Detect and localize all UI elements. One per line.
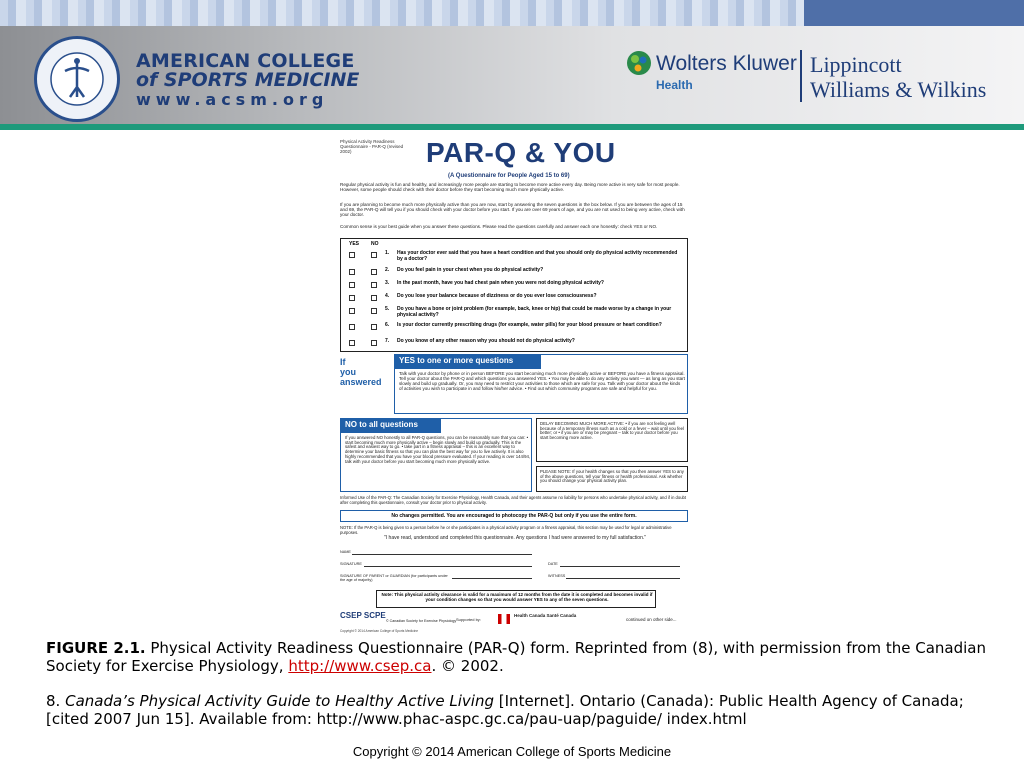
question-row <box>341 251 687 263</box>
no-checkbox[interactable] <box>371 308 377 314</box>
parent-line[interactable] <box>452 578 532 579</box>
question-number: 7. <box>385 338 390 344</box>
no-checkbox[interactable] <box>371 295 377 301</box>
slide-copyright: Copyright © 2014 American College of Sports Medicine <box>352 744 672 759</box>
csep-logo: CSEP SCPE <box>340 611 386 620</box>
acsm-seal-icon <box>37 39 117 119</box>
question-text: Is your doctor currently prescribing drugs (for example, water pills) for your blood pressure or heart condition? <box>397 322 662 328</box>
parq-intro-3: Common sense is your best guide when you answer these questions. Please read the questions carefully and answer each one honestly: check YES or NO. <box>340 224 658 229</box>
no-checkbox[interactable] <box>371 324 377 330</box>
if-word: If <box>340 357 346 367</box>
acsm-name-line2: of SPORTS MEDICINE <box>136 69 360 91</box>
question-number: 3. <box>385 280 390 286</box>
no-changes-box: No changes permitted. You are encouraged to photocopy the PAR-Q but only if you use the entire form. <box>340 510 688 522</box>
yes-checkbox[interactable] <box>349 269 355 275</box>
lww-line2: Williams & Wilkins <box>810 77 987 102</box>
yes-checkbox[interactable] <box>349 252 355 258</box>
parq-form-image <box>338 136 692 636</box>
caption-text: Physical Activity Readiness Questionnaire (PAR-Q) form. Reprinted from (8), with permission from the Canadian Society for Exercise Physiology, <box>46 639 987 675</box>
witness-line[interactable] <box>566 578 680 579</box>
question-row <box>341 268 687 280</box>
delay-text: DELAY BECOMING MUCH MORE ACTIVE: • if you are not feeling well because of a temporary illness such as a cold or a fever – wait until you feel better; or • if you are or may be pregnant – talk to your doctor before you start becoming more active. <box>540 421 685 441</box>
signature-line[interactable] <box>364 566 532 567</box>
top-strip-accent <box>804 0 1024 26</box>
question-text: Do you know of any other reason why you should not do physical activity? <box>397 338 575 344</box>
question-text: Has your doctor ever said that you have a heart condition and that you should only do physical activity recommended by a doctor? <box>397 250 678 262</box>
wolters-kluwer-name: Wolters Kluwer <box>656 52 797 75</box>
you-word: you <box>340 366 357 377</box>
question-row <box>341 294 687 306</box>
clearance-note-box <box>376 590 656 608</box>
signature-label: SIGNATURE <box>340 562 362 566</box>
question-number: 6. <box>385 322 390 328</box>
name-line[interactable] <box>352 554 532 555</box>
reference-rest: [Internet]. Ontario (Canada): Public Health Agency of Canada; [cited 2007 Jun 15]. Available from: http://www.phac-aspc.gc.ca/pau-uap/paguide/ index.html <box>46 692 964 728</box>
witness-label: WITNESS <box>548 574 566 578</box>
question-number: 4. <box>385 293 390 299</box>
no-answers-box <box>340 418 532 492</box>
question-text: Do you have a bone or joint problem (for example, back, knee or hip) that could be made worse by a change in your physical activity? <box>397 306 672 318</box>
no-answers-heading: NO to all questions <box>341 419 441 433</box>
yes-checkbox[interactable] <box>349 282 355 288</box>
parq-copyright: Copyright © 2014 American College of Sports Medicine <box>340 629 419 633</box>
yes-answers-heading: YES to one or more questions <box>395 355 541 369</box>
if-you-answered-label <box>340 358 390 388</box>
wolters-kluwer-health: Health <box>656 78 693 92</box>
csep-link[interactable]: http://www.csep.ca <box>288 657 432 675</box>
informed-use-text: Informed Use of the PAR-Q: The Canadian Society for Exercise Physiology, Health Canada, and their agents assume no liability for persons who undertake physical activity, and if in doubt after completing this questionnaire, consult your doctor prior to physical activity. <box>340 495 687 505</box>
please-note-box <box>536 466 688 492</box>
figure-caption <box>46 639 1006 675</box>
date-label: DATE <box>548 562 558 566</box>
question-row <box>341 281 687 293</box>
yes-checkbox[interactable] <box>349 340 355 346</box>
question-number: 5. <box>385 306 390 312</box>
no-column-header: NO <box>371 241 379 247</box>
wolters-kluwer-globe-icon <box>626 50 652 76</box>
continued-label: continued on other side... <box>626 617 677 622</box>
yes-answers-text: Talk with your doctor by phone or in person BEFORE you start becoming much more physically active or BEFORE you have a fitness appraisal. Tell your doctor about the PAR-Q and which questions you answered YES. • You may be able to do any activity you want — as long as you start slowly and build up gradually. Or, you may need to restrict your activities to those which are safe for you. Talk with your doctor about the kinds of activities you wish to participate in and follow his/her advice. • Find out which community programs are safe and helpful for you. <box>399 371 685 391</box>
canada-flag-icon <box>498 614 510 624</box>
reference-citation <box>46 692 1006 728</box>
yes-column-header: YES <box>349 241 360 247</box>
question-row <box>341 323 687 335</box>
parq-question-box <box>340 238 688 352</box>
question-text: Do you lose your balance because of dizziness or do you ever lose consciousness? <box>397 293 597 299</box>
no-checkbox[interactable] <box>371 269 377 275</box>
acsm-name-line1: AMERICAN COLLEGE <box>136 50 355 72</box>
parent-label: SIGNATURE OF PARENT or GUARDIAN (for participants under the age of majority) <box>340 574 448 583</box>
question-number: 1. <box>385 250 390 256</box>
question-row <box>341 307 687 319</box>
parq-intro-1: Regular physical activity is fun and healthy, and increasingly more people are starting to become more active every day. Being more active is very safe for most people. However, some people should check with their doctor before they start becoming much more physically active. <box>340 182 680 193</box>
health-canada-name: Health Canada Santé Canada <box>514 613 577 618</box>
lww-line1: Lippincott <box>810 52 902 77</box>
parq-intro-2: If you are planning to become much more physically active than you are now, start by answering the seven questions in the box below. If you are between the ages of 15 and 69, the PAR-Q will tell you if you should check with your doctor before you start. If you are over 69 years of age, and you are not used to being very active, check with your doctor. <box>340 202 685 218</box>
answered-word: answered <box>340 376 382 387</box>
date-line[interactable] <box>560 566 680 567</box>
no-answers-text: If you answered NO honestly to all PAR-Q questions, you can be reasonably sure that you can: • start becoming much more physically active – begin slowly and build up gradually. This is the safest and easiest way to go. • take part in a fitness appraisal – this is an excellent way to determine your basic fitness so that you can plan the best way for you to live actively. It is also highly recommended that you have your blood pressure evaluated. If your reading is over 144/94, talk with your doctor before you start becoming much more physically active. <box>345 435 531 464</box>
yes-checkbox[interactable] <box>349 308 355 314</box>
publisher-divider <box>800 50 802 102</box>
figure-label: FIGURE 2.1. <box>46 639 146 657</box>
question-number: 2. <box>385 267 390 273</box>
no-checkbox[interactable] <box>371 340 377 346</box>
acsm-url: www.acsm.org <box>136 90 329 109</box>
question-text: Do you feel pain in your chest when you do physical activity? <box>397 267 544 273</box>
caption-after: . © 2002. <box>431 657 504 675</box>
csep-credit: © Canadian Society for Exercise Physiology <box>386 619 457 623</box>
parq-title: PAR-Q & YOU <box>426 137 616 168</box>
no-checkbox[interactable] <box>371 282 377 288</box>
legal-note-text: NOTE: If the PAR-Q is being given to a person before he or she participates in a physical activity program or a fitness appraisal, this section may be used for legal or administrative purposes. <box>340 525 672 535</box>
declaration-quote: "I have read, understood and completed this questionnaire. Any questions I had were answered to my full satisfaction." <box>384 535 647 541</box>
no-checkbox[interactable] <box>371 252 377 258</box>
supported-by-label: Supported by: <box>456 617 481 622</box>
reference-title: Canada’s Physical Activity Guide to Healthy Active Living <box>65 692 495 710</box>
header-green-rule <box>0 124 1024 130</box>
yes-answers-box <box>394 354 688 414</box>
parq-corner-label: Physical Activity Readiness Questionnaire - PAR-Q (revised 2002) <box>340 139 404 154</box>
clearance-note-text: Note: This physical activity clearance is valid for a maximum of 12 months from the date it is completed and becomes invalid if your condition changes so that you would answer YES to any of the seven questions. <box>381 592 653 602</box>
name-label: NAME <box>340 550 351 554</box>
question-text: In the past month, have you had chest pain when you were not doing physical activity? <box>397 280 604 286</box>
question-row <box>341 339 687 351</box>
parq-subtitle: (A Questionnaire for People Aged 15 to 69) <box>448 173 570 179</box>
yes-checkbox[interactable] <box>349 324 355 330</box>
reference-number: 8. <box>46 692 66 710</box>
please-note-text: PLEASE NOTE: If your health changes so that you then answer YES to any of the above questions, tell your fitness or health professional. Ask whether you should change your physical activity plan. <box>540 469 684 484</box>
delay-box <box>536 418 688 462</box>
yes-checkbox[interactable] <box>349 295 355 301</box>
acsm-seal-logo <box>34 36 120 122</box>
